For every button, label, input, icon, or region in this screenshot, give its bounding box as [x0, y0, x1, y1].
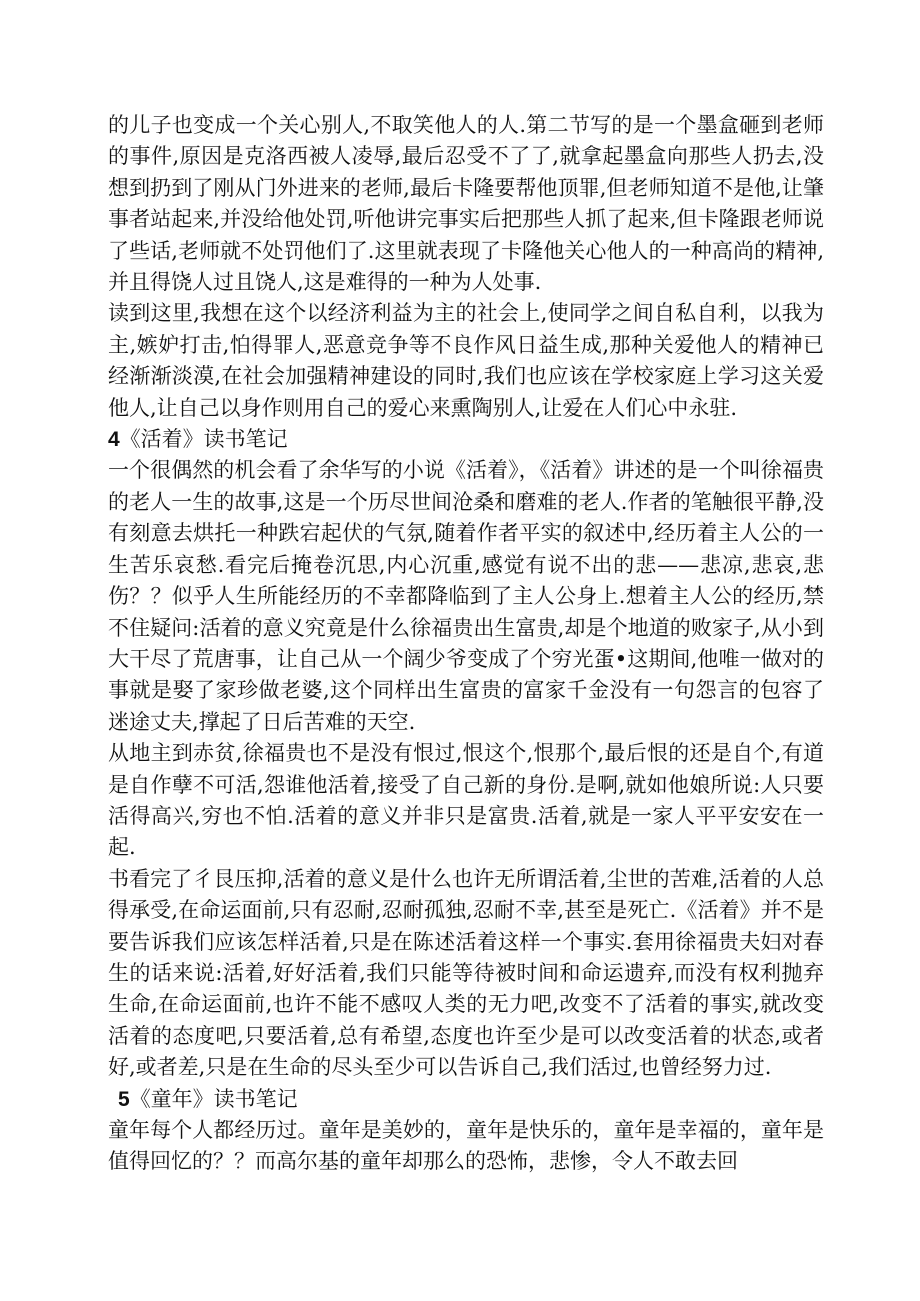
paragraph-huozhe-intro: 一个很偶然的机会看了余华写的小说《活着》，《活着》讲述的是一个叫徐福贵的老人一生的故事,这是一个历尽世间沧桑和磨难的老人.作者的笔触很平静,没有刻意去烘托一种跌宕起伏的气氛,随着作者平实的叙述中,经历着主人公的一生苦乐哀愁.看完后掩卷沉思,内心沉重,感觉有说不出的悲——悲凉,悲哀,悲伤？？似乎人生所能经历的不幸都降临到了主人公身上.想着主人公的经历,禁不住疑问:活着的意义究竟是什么徐福贵出生富贵,却是个地道的败家子,从小到大干尽了荒唐事，让自己从一个阔少爷变成了个穷光蛋•这期间,他唯一做对的事就是娶了家珍做老婆,这个同样出生富贵的富家千金没有一句怨言的包容了迷途丈夫,撑起了日后苦难的天空.	[108, 458, 824, 734]
section-heading-5	[108, 1084, 824, 1115]
section-number: 4	[108, 428, 120, 452]
paragraph-huozhe-meaning: 书看完了彳艮压抑,活着的意义是什么也许无所谓活着,尘世的苦难,活着的人总得承受,在命运面前,只有忍耐,忍耐孤独,忍耐不幸,甚至是死亡.《活着》并不是要告诉我们应该怎样活着,只是在陈述活着这样一个事实.套用徐福贵夫妇对春生的话来说:活着,好好活着,我们只能等待被时间和命运遗弃,而没有权利抛弃生命,在命运面前,也许不能不感叹人类的无力吧,改变不了活着的事实,就改变活着的态度吧,只要活着,总有希望,态度也许至少是可以改变活着的状态,或者好,或者差,只是在生命的尽头至少可以告诉自己,我们活过,也曾经努力过.	[108, 866, 824, 1080]
document-page	[108, 110, 824, 1178]
section-number: 5	[118, 1087, 130, 1111]
paragraph-tongnian-intro: 童年每个人都经历过。童年是美妙的，童年是快乐的，童年是幸福的，童年是值得回忆的？？而高尔基的童年却那么的恐怖，悲惨，令人不敢去回	[108, 1118, 824, 1174]
paragraph-reflection: 读到这里,我想在这个以经济利益为主的社会上,使同学之间自私自利，以我为主,嫉妒打击,怕得罪人,恶意竞争等不良作风日益生成,那种关爱他人的精神已经渐渐淡漠,在社会加强精神建设的同时,我们也应该在学校家庭上学习这关爱他人,让自己以身作则用自己的爱心来熏陶别人,让爱在人们心中永驻.	[108, 301, 824, 420]
section-title: 《童年》读书笔记	[129, 1086, 298, 1111]
paragraph-kalong-story: 的儿子也变成一个关心别人,不取笑他人的人.第二节写的是一个墨盒砸到老师的事件,原因是克洛西被人凌辱,最后忍受不了了,就拿起墨盒向那些人扔去,没想到扔到了刚从门外进来的老师,最后卡隆要帮他顶罪,但老师知道不是他,让肇事者站起来,并没给他处罚,听他讲完事实后把那些人抓了起来,但卡隆跟老师说了些话,老师就不处罚他们了.这里就表现了卡隆他关心他人的一种高尚的精神,并且得饶人过且饶人,这是难得的一种为人处事.	[108, 113, 824, 295]
section-heading-4	[108, 424, 824, 455]
paragraph-huozhe-landlord: 从地主到赤贫,徐福贵也不是没有恨过,恨这个,恨那个,最后恨的还是自个,有道是自作孽不可活,怨谁他活着,接受了自己新的身份.是啊,就如他娘所说:人只要活得高兴,穷也不怕.活着的意义并非只是富贵.活着,就是一家人平平安安在一起.	[108, 741, 824, 860]
section-title: 《活着》读书笔记	[119, 427, 288, 452]
